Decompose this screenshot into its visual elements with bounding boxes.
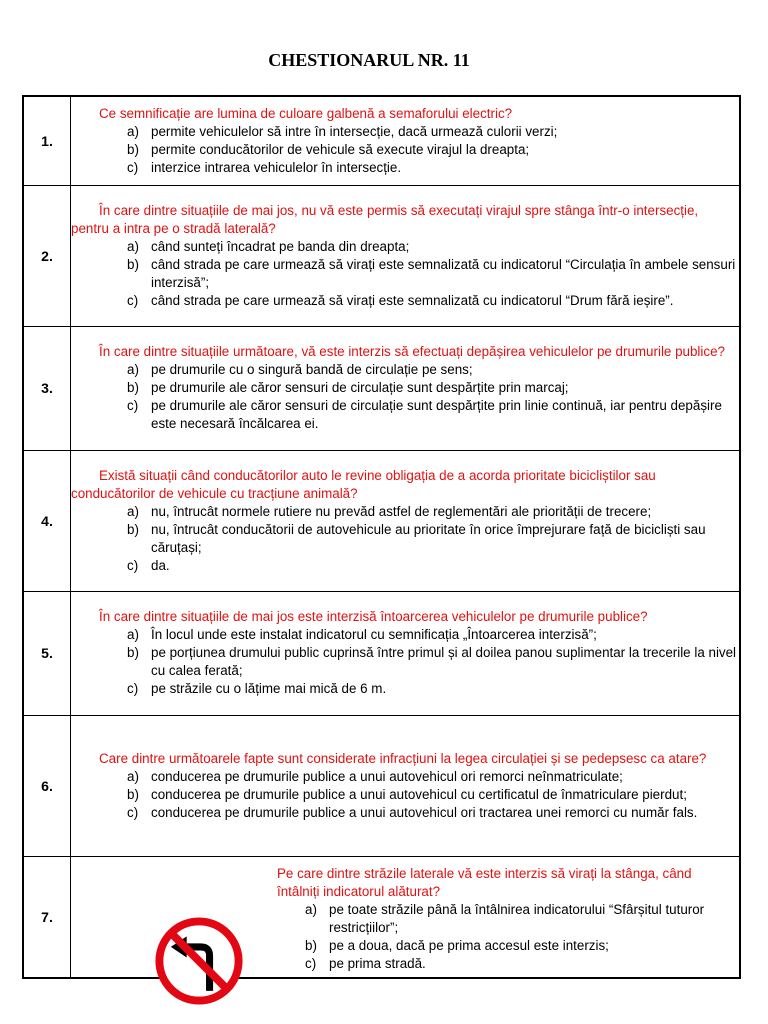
answer-letter: a)	[127, 123, 139, 139]
question-number: 5.	[23, 591, 71, 715]
answer-option[interactable]	[127, 159, 739, 177]
answer-letter: a)	[127, 503, 139, 519]
answer-option[interactable]	[127, 680, 739, 698]
answer-letter: a)	[305, 901, 317, 917]
answer-text: nu, întrucât conducătorii de autovehicule au prioritate în orice împrejurare față de bicicliști sau căruțași;	[151, 521, 706, 555]
answer-list	[71, 768, 739, 822]
answer-text: da.	[151, 557, 170, 573]
answer-option[interactable]	[127, 292, 739, 310]
answer-option[interactable]	[127, 786, 739, 804]
answer-text: nu, întrucât normele rutiere nu prevăd astfel de reglementări ale priorității de trecere;	[151, 503, 652, 519]
answer-letter: b)	[127, 380, 139, 395]
answer-list	[71, 238, 739, 310]
answer-letter: b)	[127, 521, 139, 537]
answer-option[interactable]	[127, 141, 739, 159]
page-title: CHESTIONARUL NR. 11	[268, 50, 470, 70]
answer-option[interactable]	[305, 901, 737, 937]
answer-list	[277, 901, 737, 973]
answer-letter: b)	[127, 141, 139, 157]
answer-text: când strada pe care urmează să virați este semnalizată cu indicatorul “Drum fără ieșire”.	[151, 292, 674, 308]
answer-letter: b)	[127, 786, 139, 802]
question-number: 6.	[23, 715, 71, 856]
answer-text: conducerea pe drumurile publice a unui autovehicul ori remorci neînmatriculate;	[151, 768, 623, 784]
question-row	[23, 96, 740, 185]
answer-option[interactable]	[127, 361, 739, 379]
answer-list	[71, 361, 739, 433]
question-7-text-block	[277, 865, 737, 973]
answer-option[interactable]	[127, 768, 739, 786]
question-number: 1.	[23, 96, 71, 185]
answer-letter: c)	[305, 955, 317, 971]
question-row	[23, 185, 740, 326]
answer-letter: c)	[127, 557, 139, 573]
question-text: În care dintre situațiile de mai jos, nu vă este permis să executați virajul spre stânga într-o intersecție, pentru a intra pe o stradă laterală?	[71, 202, 699, 236]
question-cell	[71, 856, 741, 978]
answer-option[interactable]	[127, 238, 739, 256]
answer-letter: a)	[127, 362, 139, 377]
answer-letter: c)	[127, 159, 139, 175]
question-text: În care dintre situațiile de mai jos este interzisă întoarcerea vehiculelor pe drumurile publice?	[99, 609, 648, 624]
answer-letter: b)	[127, 256, 139, 272]
question-text: Pe care dintre străzile laterale vă este interzis să virați la stânga, când întâlniți indicatorul alăturat?	[277, 865, 692, 899]
question-number: 7.	[23, 856, 71, 978]
answer-option[interactable]	[127, 644, 739, 680]
answer-option[interactable]	[305, 955, 737, 973]
answer-letter: c)	[127, 292, 139, 308]
answer-letter: a)	[127, 238, 139, 254]
answer-text: când strada pe care urmează să virați este semnalizată cu indicatorul “Circulația în ambele sensuri interzisă”;	[151, 256, 736, 290]
answer-option[interactable]	[127, 804, 739, 822]
answer-option[interactable]	[127, 256, 739, 292]
question-cell	[71, 185, 741, 326]
answer-text: pe drumurile ale căror sensuri de circulație sunt despărțite prin linie continuă, iar pentru depășire este necesară încălcarea ei.	[151, 398, 722, 431]
answer-letter: c)	[127, 398, 139, 413]
no-left-turn-icon	[155, 917, 243, 1005]
questionnaire-table	[22, 95, 741, 979]
question-cell	[71, 450, 741, 591]
question-cell	[71, 326, 741, 450]
question-text: În care dintre situațiile următoare, vă este interzis să efectuați depășirea vehiculelor pe drumurile publice?	[99, 344, 725, 359]
question-row	[23, 591, 740, 715]
answer-list	[71, 123, 739, 177]
answer-text: pe prima stradă.	[329, 955, 426, 971]
answer-text: pe porțiunea drumului public cuprinsă între primul și al doilea panou suplimentar la trecerile la nivel cu calea ferată;	[151, 645, 737, 678]
answer-letter: a)	[127, 627, 139, 642]
answer-text: pe toate străzile până la întâlnirea indicatorului “Sfârșitul tuturor restricțiilor”;	[329, 901, 705, 935]
answer-text: conducerea pe drumurile publice a unui autovehicul ori tractarea unei remorci cu număr fals.	[151, 804, 698, 820]
question-cell	[71, 96, 741, 185]
answer-text: interzice intrarea vehiculelor în intersecție.	[151, 159, 402, 175]
answer-text: permite conducătorilor de vehicule să execute virajul la dreapta;	[151, 141, 530, 157]
answer-option[interactable]	[127, 521, 739, 557]
answer-list	[71, 626, 739, 698]
question-row	[23, 450, 740, 591]
answer-text: permite vehiculelor să intre în intersecție, dacă urmează culorii verzi;	[151, 123, 558, 139]
question-cell	[71, 715, 741, 856]
answer-text: pe drumurile ale căror sensuri de circulație sunt despărțite prin marcaj;	[151, 380, 569, 395]
answer-letter: b)	[305, 937, 317, 953]
answer-letter: c)	[127, 804, 139, 820]
question-number: 3.	[23, 326, 71, 450]
question-text: Există situații când conducătorilor auto le revine obligația de a acorda prioritate bicicliștilor sau conducătorilor de vehicule cu tracțiune animală?	[71, 467, 656, 501]
question-number: 4.	[23, 450, 71, 591]
question-cell	[71, 591, 741, 715]
answer-option[interactable]	[127, 123, 739, 141]
answer-letter: c)	[127, 681, 139, 696]
answer-option[interactable]	[127, 557, 739, 575]
answer-letter: b)	[127, 645, 139, 660]
answer-text: pe drumurile cu o singură bandă de circulație pe sens;	[151, 362, 473, 377]
answer-text: când sunteți încadrat pe banda din dreapta;	[151, 238, 410, 254]
answer-letter: a)	[127, 768, 139, 784]
answer-text: conducerea pe drumurile publice a unui autovehicul cu certificatul de înmatriculare pierdut;	[151, 786, 687, 802]
question-text: Ce semnificație are lumina de culoare galbenă a semaforului electric?	[99, 105, 513, 121]
answer-text: pe a doua, dacă pe prima accesul este interzis;	[329, 937, 609, 953]
question-row	[23, 326, 740, 450]
answer-text: În locul unde este instalat indicatorul cu semnificația „Întoarcerea interzisă”;	[151, 627, 597, 642]
question-number: 2.	[23, 185, 71, 326]
answer-option[interactable]	[127, 503, 739, 521]
answer-text: pe străzile cu o lățime mai mică de 6 m.	[151, 681, 387, 696]
answer-option[interactable]	[305, 937, 737, 955]
question-row	[23, 715, 740, 856]
answer-option[interactable]	[127, 379, 739, 397]
question-text: Care dintre următoarele fapte sunt considerate infracțiuni la legea circulației și se pedepsesc ca atare?	[99, 750, 707, 766]
answer-list	[71, 503, 739, 575]
answer-option[interactable]	[127, 626, 739, 644]
question-row	[23, 856, 740, 978]
answer-option[interactable]	[127, 397, 739, 433]
